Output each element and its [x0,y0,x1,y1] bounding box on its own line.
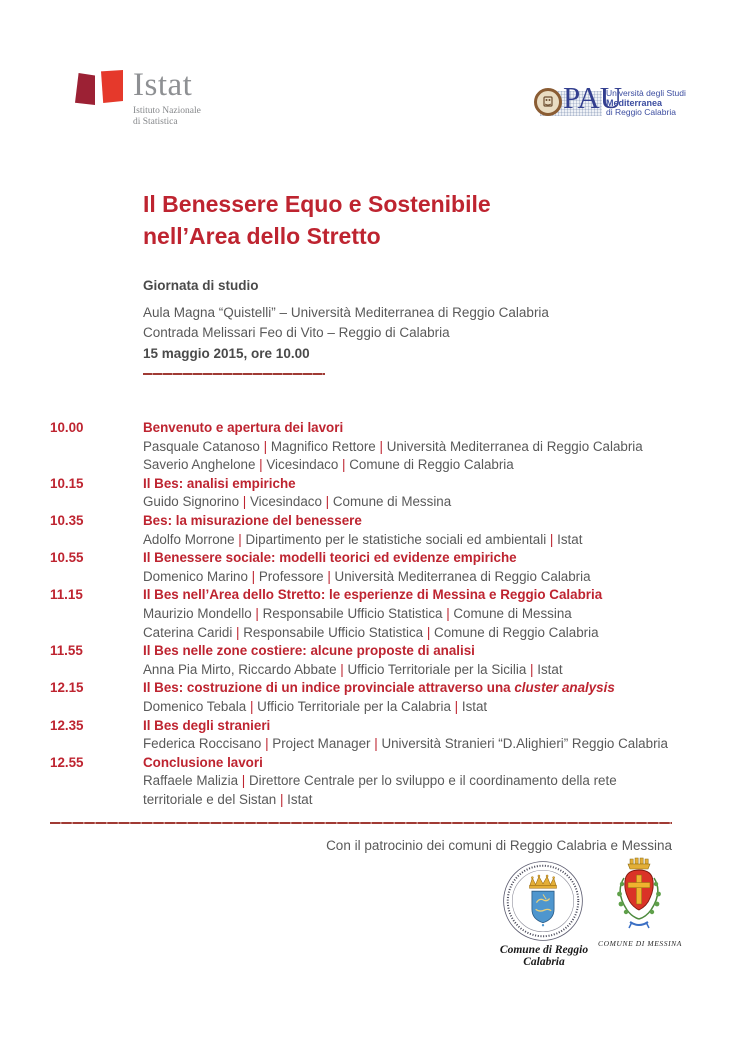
schedule-time: 10.15 [50,475,84,491]
pau-emblem-glyph-icon [541,95,555,109]
session-title: Conclusione lavori [143,754,263,770]
schedule-body [143,679,674,716]
footer-divider [50,822,672,824]
speaker-line: Federica Roccisano | Project Manager | Università Stranieri “D.Alighieri” Reggio Calabria [143,736,668,752]
pipe-separator: | [526,661,538,677]
pipe-separator: | [255,457,267,473]
pipe-separator: | [370,736,382,752]
speaker-line: Raffaele Malizia | Direttore Centrale per lo sviluppo e il coordinamento della rete territoriale e del Sistan | Istat [143,773,617,807]
schedule-body [143,754,674,810]
schedule-body [143,475,674,512]
pipe-separator: | [336,661,348,677]
speaker-line: Pasquale Catanoso | Magnifico Rettore | Università Mediterranea di Reggio Calabria [143,438,643,454]
schedule-list [50,419,674,809]
speaker-line: Adolfo Morrone | Dipartimento per le statistiche sociali ed ambientali | Istat [143,531,583,547]
schedule-time: 12.55 [50,754,84,770]
university-name-line-2: Mediterranea [606,97,663,108]
istat-caption-line-1: Istituto Nazionale [133,106,201,116]
istat-caption [133,106,201,127]
schedule-item [50,586,674,642]
session-title: Il Bes nelle zone costiere: alcune proposte di analisi [143,643,475,659]
pipe-separator: | [239,494,250,510]
reggio-calabria-seal-icon [502,860,584,942]
schedule-time: 10.55 [50,550,84,566]
schedule-time: 11.55 [50,643,83,659]
pipe-separator: | [423,624,435,640]
speaker-line: Guido Signorino | Vicesindaco | Comune di Messina [143,494,452,510]
university-name-line-3: di Reggio Calabria [606,107,676,117]
istat-caption-line-2: di Statistica [133,116,178,127]
istat-logo-text [133,67,201,127]
pipe-separator: | [232,624,244,640]
speaker-line: Caterina Caridi | Responsabile Ufficio Statistica | Comune di Reggio Calabria [143,624,599,640]
session-title: Benvenuto e apertura dei lavori [143,420,344,435]
istat-bright-block-icon [101,70,123,103]
schedule-body [143,717,674,754]
speaker-line: Anna Pia Mirto, Riccardo Abbate | Ufficio Territoriale per la Sicilia | Istat [143,661,563,677]
session-title: Il Bes nell’Area dello Stretto: le esperienze di Messina e Reggio Calabria [143,587,603,603]
schedule-item [50,549,674,586]
meta-divider [143,373,325,375]
istat-wordmark: Istat [133,67,193,103]
speaker-line: Maurizio Mondello | Responsabile Ufficio Statistica | Comune di Messina [143,605,572,621]
event-datetime: 15 maggio 2015, ore 10.00 [143,345,310,361]
pipe-separator: | [246,698,258,714]
schedule-item [50,754,674,810]
pipe-separator: | [546,531,558,547]
pipe-separator: | [234,531,246,547]
messina-crest-icon [610,856,668,936]
istat-logo [75,67,201,127]
event-kind: Giornata di studio [143,278,259,293]
venue-line-2: Contrada Melissari Feo di Vito – Reggio di Calabria [143,325,450,340]
session-title: Il Bes: analisi empiriche [143,475,296,491]
pipe-separator: | [442,605,454,621]
reggio-calabria-caption: Comune di Reggio Calabria [499,944,589,968]
speaker-line: Saverio Anghelone | Vicesindaco | Comune di Reggio Calabria [143,457,514,473]
schedule-time: 12.15 [50,680,84,696]
pau-emblem-icon [534,88,562,116]
session-title: Bes: la misurazione del benessere [143,512,362,528]
schedule-body [143,549,674,586]
schedule-body [143,642,674,679]
schedule-time: 10.35 [50,512,84,528]
university-name [606,89,716,118]
page-title-line-2: nell’Area dello Stretto [143,223,381,249]
session-title-italic: cluster analysis [514,680,615,696]
schedule-item [50,512,674,549]
schedule-body [143,586,674,642]
pipe-separator: | [375,438,387,454]
pipe-separator: | [321,494,333,510]
pipe-separator: | [276,791,288,807]
schedule-body [143,512,674,549]
page-title [143,188,623,252]
schedule-item [50,419,674,475]
session-title: Il Bes: costruzione di un indice provinciale attraverso una cluster analysis [143,680,615,696]
schedule-item [50,642,674,679]
schedule-time: 11.15 [50,587,83,603]
schedule-body [143,419,674,475]
schedule-time: 12.35 [50,717,84,733]
pipe-separator: | [450,698,462,714]
speaker-line: Domenico Marino | Professore | Università Mediterranea di Reggio Calabria [143,568,591,584]
pipe-separator: | [338,457,350,473]
schedule-item [50,679,674,716]
schedule-item [50,475,674,512]
pipe-separator: | [238,773,249,789]
speaker-line: Domenico Tebala | Ufficio Territoriale per la Calabria | Istat [143,698,488,714]
session-title: Il Benessere sociale: modelli teorici ed evidenze empiriche [143,550,517,566]
venue-line-1: Aula Magna “Quistelli” – Università Mediterranea di Reggio Calabria [143,304,549,320]
pipe-separator: | [247,568,259,584]
university-name-line-1: Università degli Studi [606,88,686,98]
istat-logo-icon [75,70,125,106]
schedule-item [50,717,674,754]
event-meta [143,276,663,375]
istat-dark-block-icon [75,73,95,105]
session-title: Il Bes degli stranieri [143,717,271,733]
schedule-time: 10.00 [50,420,84,435]
pipe-separator: | [259,438,271,454]
pipe-separator: | [261,736,273,752]
pipe-separator: | [251,605,263,621]
patronage-text: Con il patrocinio dei comuni di Reggio Calabria e Messina [326,838,672,853]
messina-caption: COMUNE DI MESSINA [598,939,682,948]
pipe-separator: | [323,568,335,584]
page-title-line-1: Il Benessere Equo e Sostenibile [143,191,491,217]
pau-acronym: PAU [563,80,623,115]
